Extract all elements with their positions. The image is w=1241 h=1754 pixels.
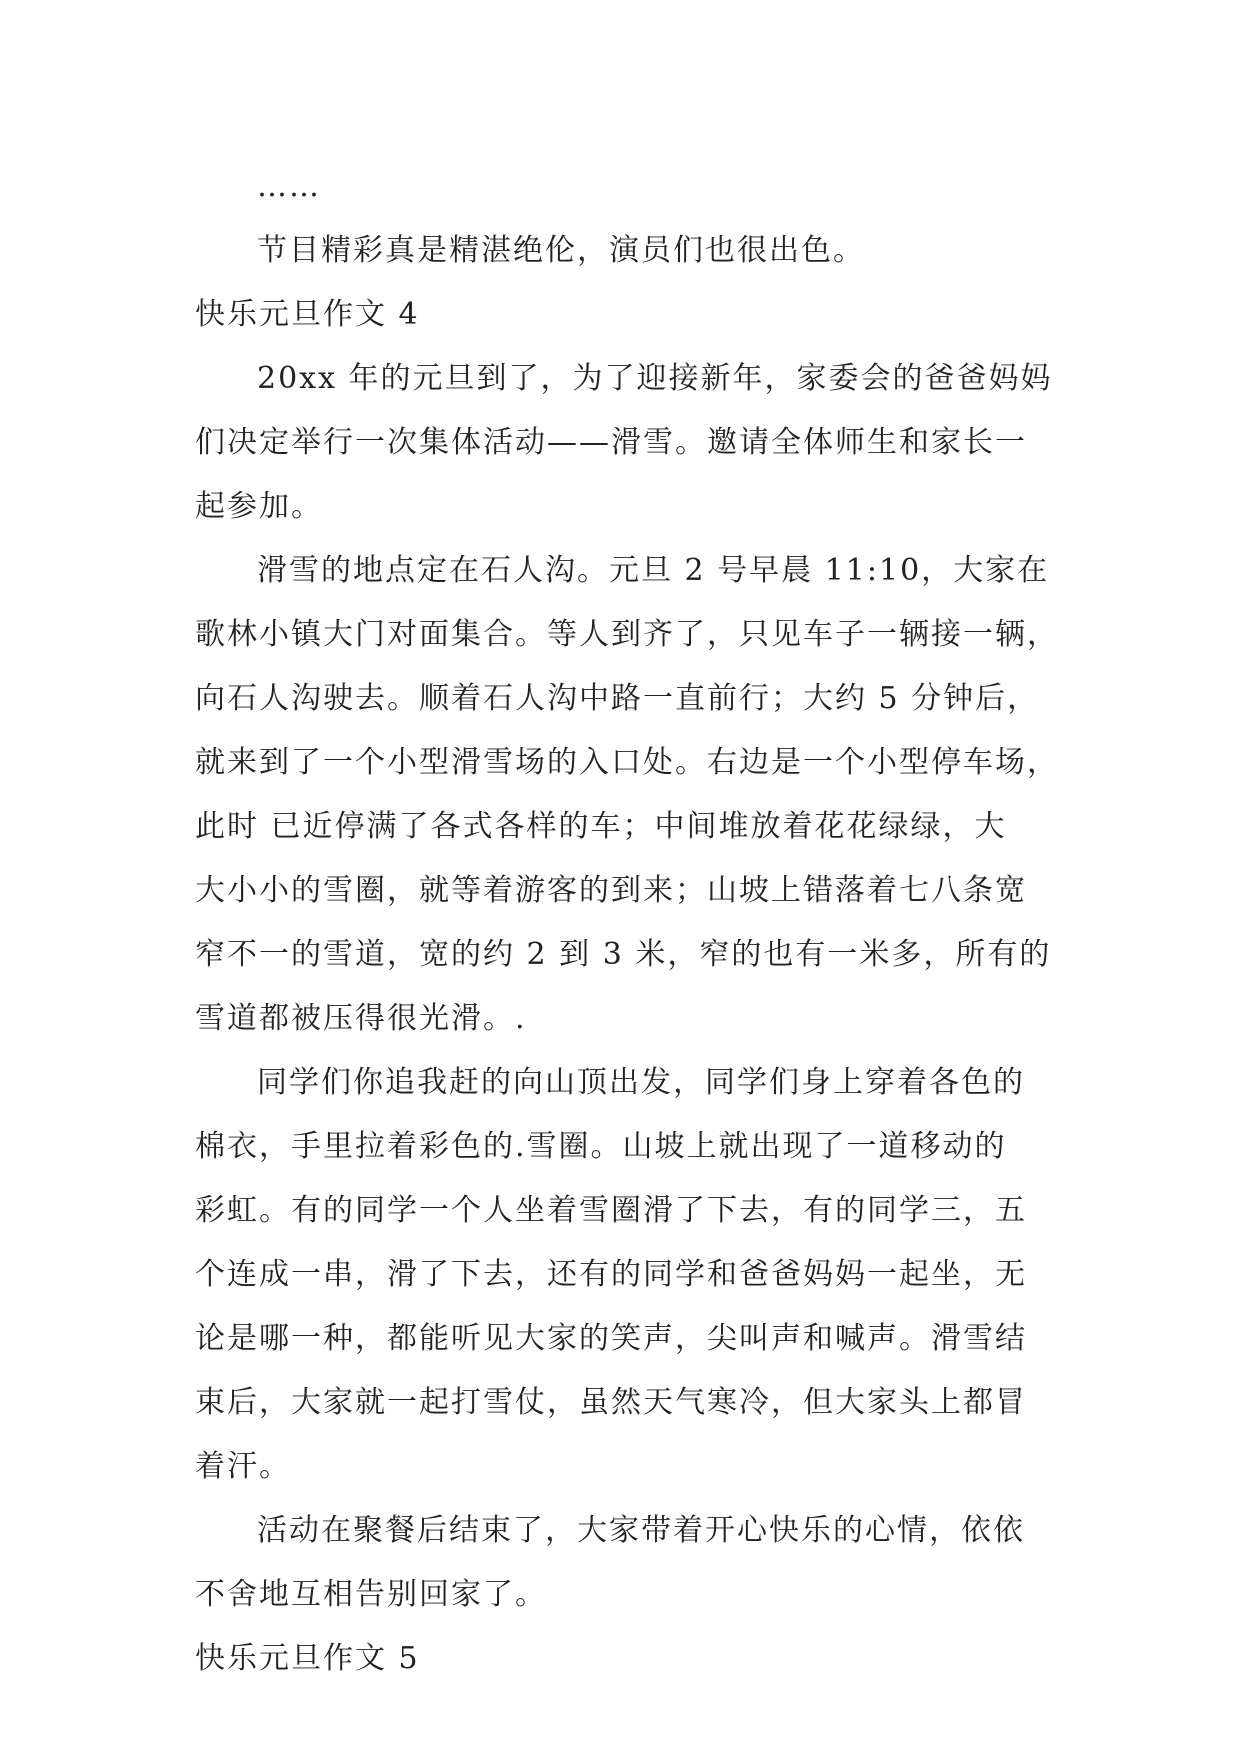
text-line: 节目精彩真是精湛绝伦，演员们也很出色。 <box>257 233 865 268</box>
text-line: 大小小的雪圈，就等着游客的到来；山坡上错落着七八条宽 <box>195 873 1027 908</box>
text-line: 20xx 年的元旦到了，为了迎接新年，家委会的爸爸妈妈 <box>257 361 1053 396</box>
document-body <box>195 155 1065 1691</box>
text-line: 窄不一的雪道，宽的约 2 到 3 米，窄的也有一米多，所有的 <box>195 937 1052 972</box>
text-line: 雪道都被压得很光滑。. <box>195 1001 527 1036</box>
text-line: 起参加。 <box>195 489 323 524</box>
text-line: …… <box>257 169 321 204</box>
text-line: 此时 已近停满了各式各样的车；中间堆放着花花绿绿，大 <box>195 809 1007 844</box>
text-line: 着汗。 <box>195 1449 291 1484</box>
text-line: 同学们你追我赶的向山顶出发，同学们身上穿着各色的 <box>257 1065 1025 1100</box>
text-line: 彩虹。有的同学一个人坐着雪圈滑了下去，有的同学三，五 <box>195 1193 1027 1228</box>
text-line: 活动在聚餐后结束了，大家带着开心快乐的心情，依依 <box>257 1513 1025 1548</box>
text-line: 棉衣，手里拉着彩色的.雪圈。山坡上就出现了一道移动的 <box>195 1129 1007 1164</box>
text-line: 们决定举行一次集体活动——滑雪。邀请全体师生和家长一 <box>195 425 1027 460</box>
text-line: 就来到了一个小型滑雪场的入口处。右边是一个小型停车场， <box>195 745 1059 780</box>
text-line: 束后，大家就一起打雪仗，虽然天气寒冷，但大家头上都冒 <box>195 1385 1027 1420</box>
text-line: 歌林小镇大门对面集合。等人到齐了，只见车子一辆接一辆， <box>195 617 1059 652</box>
text-line: 滑雪的地点定在石人沟。元旦 2 号早晨 11:10，大家在 <box>257 553 1050 588</box>
text-line: 个连成一串，滑了下去，还有的同学和爸爸妈妈一起坐，无 <box>195 1257 1027 1292</box>
text-line: 不舍地互相告别回家了。 <box>195 1577 547 1612</box>
section-heading: 快乐元旦作文 4 <box>195 297 420 332</box>
section-heading: 快乐元旦作文 5 <box>195 1641 420 1676</box>
text-line: 论是哪一种，都能听见大家的笑声，尖叫声和喊声。滑雪结 <box>195 1321 1027 1356</box>
text-line: 向石人沟驶去。顺着石人沟中路一直前行；大约 5 分钟后， <box>195 681 1040 716</box>
